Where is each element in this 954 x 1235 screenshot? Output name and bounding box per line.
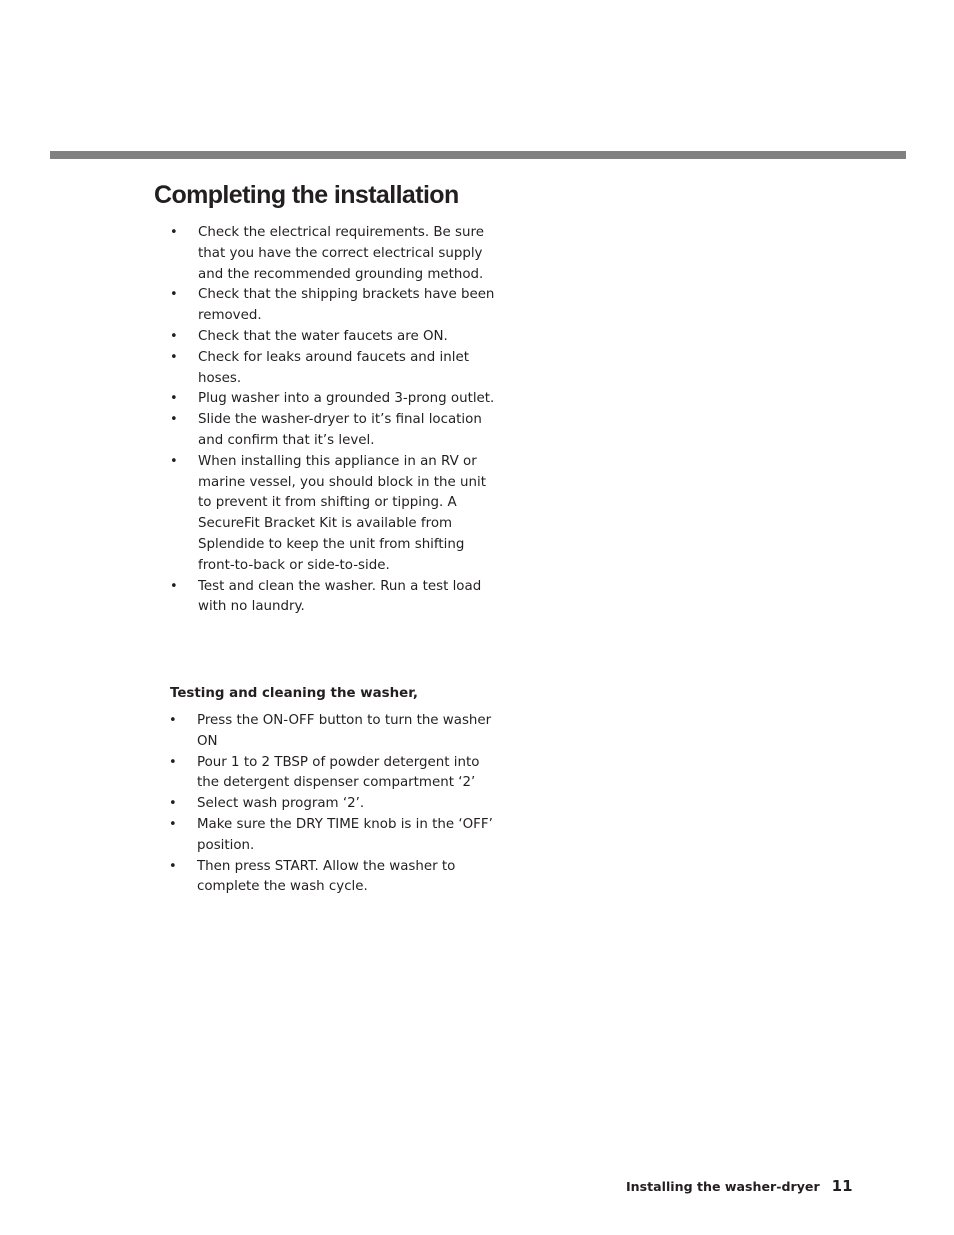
bullet-icon: • (169, 858, 177, 874)
list-item-text: Check that the shipping brackets have been removed. (198, 287, 495, 324)
bullet-icon: • (169, 796, 177, 812)
page-number: 11 (831, 1177, 853, 1195)
list-item (170, 410, 500, 452)
list-item (170, 285, 500, 327)
list-item-text: Check for leaks around faucets and inlet hoses. (198, 349, 469, 386)
list-item-text: Plug washer into a grounded 3-prong outlet. (198, 391, 495, 407)
bullet-icon: • (169, 754, 177, 770)
list-item (170, 327, 500, 348)
list-item-text: When installing this appliance in an RV or marine vessel, you should block in the unit to prevent it from shifting or tipping. A SecureFit Bracket Kit is available from Splendide to keep the unit from shifting front-to-back or side-to-side. (198, 453, 486, 573)
bullet-icon: • (169, 816, 177, 832)
list-item (169, 711, 499, 753)
bullet-icon: • (170, 287, 178, 303)
page-footer (626, 1176, 853, 1195)
list-item (170, 348, 500, 390)
bullet-icon: • (170, 391, 178, 407)
list-item-text: Slide the washer-dryer to it’s final location and confirm that it’s level. (198, 412, 482, 448)
list-item (170, 389, 500, 410)
bullet-icon: • (169, 713, 177, 728)
bullet-icon: • (170, 225, 178, 240)
list-item (169, 794, 499, 815)
list-item-text: Pour 1 to 2 TBSP of powder detergent into the detergent dispenser compartment ‘2’ (197, 754, 480, 791)
list-item-text: Then press START. Allow the washer to complete the wash cycle. (197, 858, 456, 895)
page-title: Completing the installation (154, 181, 459, 209)
list-item-text: Check that the water faucets are ON. (198, 328, 448, 344)
bullet-icon: • (170, 578, 178, 594)
list-item (169, 857, 499, 899)
bullet-icon: • (170, 328, 178, 344)
list-item-text: Select wash program ‘2’. (197, 796, 365, 812)
section-heading-testing: Testing and cleaning the washer, (170, 686, 418, 701)
list-item-text: Make sure the DRY TIME knob is in the ‘OFF’ position. (197, 816, 493, 853)
list-item (169, 753, 499, 795)
testing-steps (169, 711, 499, 898)
list-item (170, 577, 500, 619)
bullet-icon: • (170, 453, 178, 469)
list-item (170, 452, 500, 577)
installation-checklist (170, 223, 500, 618)
list-item-text: Press the ON-OFF button to turn the washer ON (197, 713, 492, 749)
header-rule (50, 151, 906, 159)
footer-section-title: Installing the washer-dryer (626, 1179, 820, 1194)
list-item-text: Check the electrical requirements. Be sure that you have the correct electrical supply and the recommended grounding method. (198, 225, 484, 282)
list-item (170, 223, 500, 285)
bullet-icon: • (170, 412, 178, 428)
list-item (169, 815, 499, 857)
bullet-icon: • (170, 349, 178, 365)
list-item-text: Test and clean the washer. Run a test load with no laundry. (198, 578, 482, 615)
